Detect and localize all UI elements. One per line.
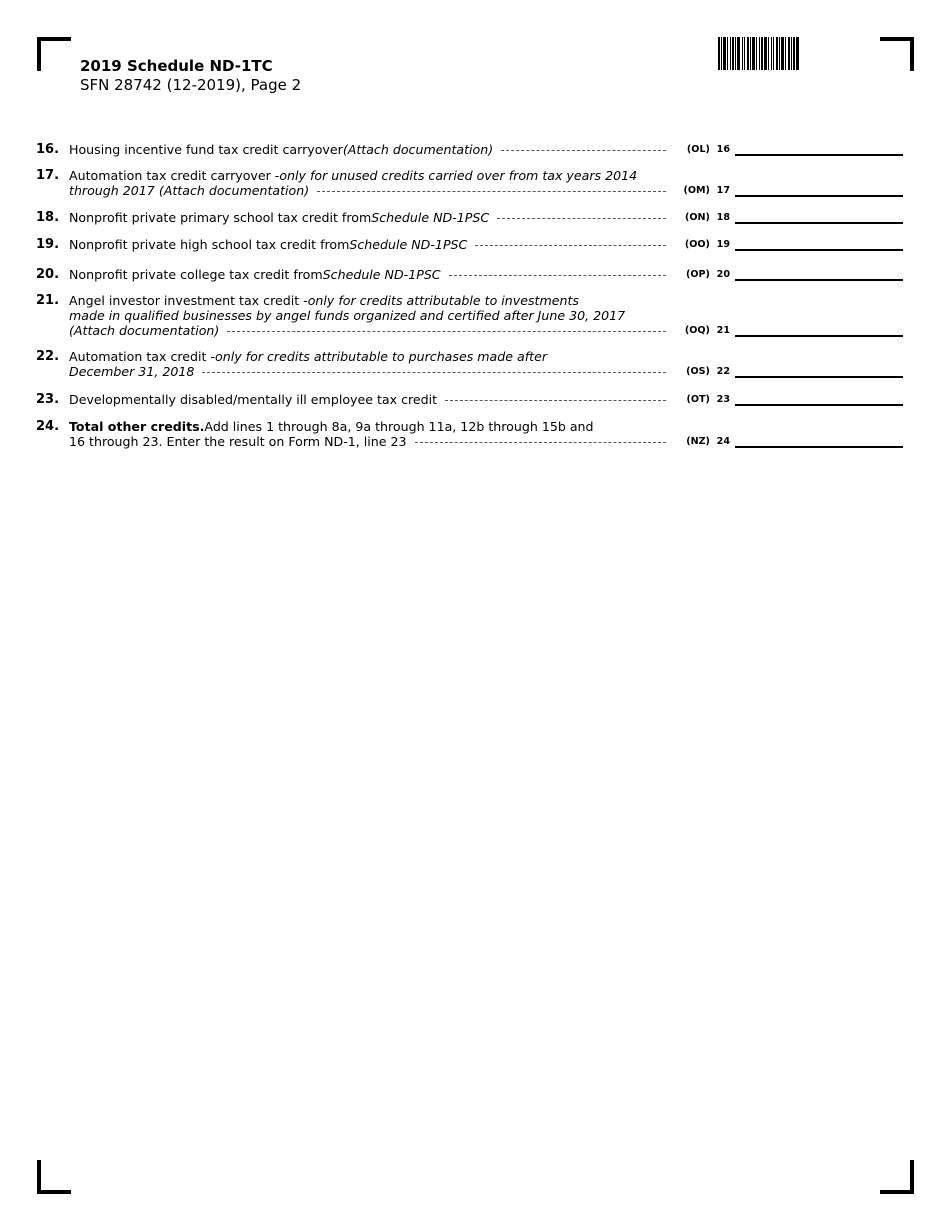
line-text-part: Nonprofit private high school tax credit from (69, 237, 350, 252)
line-text-part: (Attach documentation) (342, 142, 494, 157)
field-code: (NZ) (686, 436, 710, 447)
amount-entry-field[interactable] (735, 376, 903, 378)
registration-mark-bottom-left (37, 1160, 71, 1194)
line-description (69, 293, 666, 338)
line-description (69, 237, 666, 252)
line-text-part: 16 through 23. Enter the result on Form ND-1, line 23 (69, 434, 407, 449)
line-text-part: December 31, 2018 (69, 364, 195, 379)
dot-leader (449, 275, 666, 276)
registration-mark-top-right (880, 37, 914, 71)
line-number: 18. (36, 210, 60, 225)
line-text-part: Automation tax credit - (69, 349, 216, 364)
line-text-part: Add lines 1 through 8a, 9a through 11a, 12b through 15b and (204, 419, 594, 434)
line-text-part: Total other credits. (69, 419, 205, 434)
field-line-number: 21 (716, 325, 730, 336)
line-text-part: Nonprofit private primary school tax credit from (69, 210, 372, 225)
amount-entry-field[interactable] (735, 335, 903, 337)
line-code (683, 185, 730, 196)
line-text-part: only for credits attributable to investments (307, 293, 579, 308)
field-line-number: 20 (716, 269, 730, 280)
field-line-number: 18 (716, 212, 730, 223)
line-code (686, 394, 730, 405)
line-description (69, 349, 666, 379)
line-text-part: Developmentally disabled/mentally ill employee tax credit (69, 392, 438, 407)
form-title: 2019 Schedule ND-1TC (80, 57, 273, 75)
line-text-part: only for credits attributable to purchases made after (215, 349, 548, 364)
amount-entry-field[interactable] (735, 446, 903, 448)
field-line-number: 19 (716, 239, 730, 250)
line-text-part: only for unused credits carried over from tax years 2014 (279, 168, 638, 183)
field-code: (OT) (686, 394, 710, 405)
line-text-part: Housing incentive fund tax credit carryover (69, 142, 343, 157)
line-code (687, 144, 730, 155)
field-line-number: 24 (716, 436, 730, 447)
amount-entry-field[interactable] (735, 404, 903, 406)
line-code (686, 436, 730, 447)
field-code: (OP) (685, 269, 710, 280)
line-number: 24. (36, 419, 60, 434)
field-code: (ON) (684, 212, 710, 223)
line-number: 23. (36, 392, 60, 407)
dot-leader (501, 150, 666, 151)
line-description (69, 142, 666, 157)
barcode-icon (718, 37, 858, 70)
amount-entry-field[interactable] (735, 249, 903, 251)
dot-leader (202, 372, 666, 373)
line-description (69, 168, 666, 198)
dot-leader (497, 218, 666, 219)
field-code: (OQ) (684, 325, 710, 336)
line-text-part: made in qualified businesses by angel funds organized and certified after June 30, 2017 (69, 308, 626, 323)
amount-entry-field[interactable] (735, 195, 903, 197)
line-text-part: Schedule ND-1PSC (371, 210, 490, 225)
dot-leader (227, 331, 666, 332)
line-number: 21. (36, 293, 60, 308)
line-number: 19. (36, 237, 60, 252)
registration-mark-top-left (37, 37, 71, 71)
dot-leader (475, 245, 666, 246)
line-number: 20. (36, 267, 60, 282)
field-code: (OO) (684, 239, 710, 250)
line-description (69, 210, 666, 225)
field-line-number: 23 (716, 394, 730, 405)
line-description (69, 419, 666, 449)
field-line-number: 22 (716, 366, 730, 377)
amount-entry-field[interactable] (735, 154, 903, 156)
field-line-number: 16 (716, 144, 730, 155)
line-text-part: (Attach documentation) (69, 323, 220, 338)
dot-leader (415, 442, 666, 443)
line-code (685, 212, 730, 223)
amount-entry-field[interactable] (735, 279, 903, 281)
field-code: (OS) (686, 366, 710, 377)
registration-mark-bottom-right (880, 1160, 914, 1194)
line-text-part: Nonprofit private college tax credit from (69, 267, 323, 282)
amount-entry-field[interactable] (735, 222, 903, 224)
line-number: 22. (36, 349, 60, 364)
line-text-part: through 2017 (Attach documentation) (69, 183, 310, 198)
line-code (685, 325, 730, 336)
line-number: 17. (36, 168, 60, 183)
line-text-part: Angel investor investment tax credit - (69, 293, 308, 308)
dot-leader (445, 400, 666, 401)
line-code (686, 366, 730, 377)
dot-leader (317, 191, 666, 192)
line-code (685, 239, 730, 250)
form-subtitle: SFN 28742 (12-2019), Page 2 (80, 76, 302, 94)
field-line-number: 17 (716, 185, 730, 196)
line-text-part: Automation tax credit carryover - (69, 168, 280, 183)
line-number: 16. (36, 142, 60, 157)
field-code: (OL) (686, 144, 710, 155)
line-text-part: Schedule ND-1PSC (322, 267, 441, 282)
line-code (686, 269, 730, 280)
line-text-part: Schedule ND-1PSC (349, 237, 468, 252)
line-description (69, 267, 666, 282)
line-description (69, 392, 666, 407)
field-code: (OM) (683, 185, 710, 196)
